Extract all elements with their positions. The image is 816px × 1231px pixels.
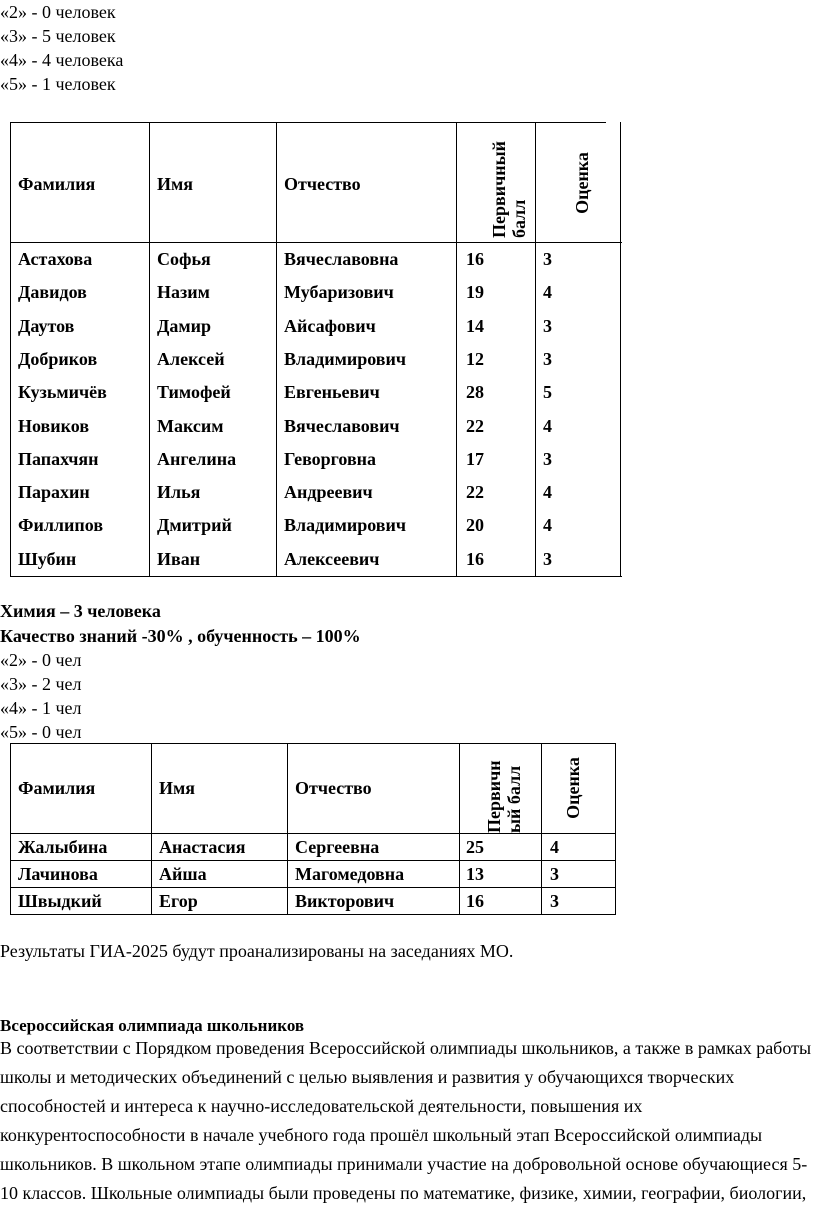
cell-grade: 3 (543, 348, 552, 369)
results-table-1 (10, 122, 622, 576)
cell-name: Илья (157, 482, 201, 503)
cell-patronymic: Мубаризович (284, 282, 394, 303)
cell-patronymic: Магомедовна (295, 864, 405, 884)
cell-surname: Шубин (18, 548, 77, 569)
cell-grade: 3 (543, 448, 552, 469)
cell-name: Софья (157, 249, 211, 269)
cell-name: Егор (159, 891, 198, 911)
cell-grade: 4 (543, 282, 552, 303)
cell-patronymic: Викторович (295, 891, 395, 911)
cell-grade: 3 (543, 315, 552, 336)
header-primary-score: Первичный балл (489, 140, 529, 238)
cell-patronymic: Алексеевич (284, 548, 380, 569)
table-row (10, 834, 616, 861)
cell-name: Максим (157, 415, 224, 436)
grade-count-4: «4» - 4 человека (0, 50, 124, 70)
cell-surname: Давидов (18, 282, 87, 303)
cell-grade: 5 (543, 382, 552, 403)
cell-name: Иван (157, 548, 201, 569)
cell-patronymic: Вячеславович (284, 415, 400, 436)
chem-count-2: «2» - 0 чел (0, 650, 82, 670)
header-grade: Оценка (572, 152, 592, 214)
grade-count-2: «2» - 0 человек (0, 2, 116, 22)
cell-patronymic: Владимирович (284, 515, 407, 536)
cell-primary-score: 16 (466, 249, 484, 269)
header-patronymic: Отчество (295, 778, 372, 798)
olympiad-heading: Всероссийская олимпиада школьников (0, 1016, 305, 1035)
header-patronymic: Отчество (284, 174, 361, 194)
cell-primary-score: 28 (466, 382, 484, 403)
table-row (10, 376, 622, 409)
cell-surname: Добриков (18, 348, 98, 369)
cell-patronymic: Евгеньевич (284, 382, 380, 403)
cell-grade: 3 (550, 864, 559, 884)
chem-count-3: «3» - 2 чел (0, 674, 82, 694)
table-row (10, 543, 622, 576)
cell-grade: 3 (550, 891, 559, 911)
cell-grade: 3 (543, 249, 552, 269)
cell-name: Алексей (157, 348, 225, 369)
header-name: Имя (157, 174, 193, 194)
table-row (10, 443, 622, 476)
table-row (10, 861, 616, 888)
cell-patronymic: Вячеславовна (284, 249, 399, 269)
cell-surname: Лачинова (18, 864, 98, 884)
chem-count-5: «5» - 0 чел (0, 722, 82, 742)
grade-count-3: «3» - 5 человек (0, 26, 116, 46)
cell-grade: 3 (543, 548, 552, 569)
table-row (10, 276, 622, 309)
header-surname: Фамилия (18, 174, 96, 194)
table-row (10, 343, 622, 376)
header-surname: Фамилия (18, 778, 96, 798)
chemistry-title: Химия – 3 человека (0, 601, 161, 621)
header-grade: Оценка (563, 757, 583, 819)
cell-primary-score: 13 (466, 864, 484, 884)
cell-surname: Новиков (18, 415, 90, 436)
table-row (10, 410, 622, 443)
cell-primary-score: 16 (466, 548, 484, 569)
cell-name: Дамир (157, 315, 212, 336)
cell-primary-score: 16 (466, 891, 484, 911)
cell-surname: Швыдкий (18, 891, 102, 911)
table-row (10, 888, 616, 915)
cell-surname: Даутов (18, 315, 75, 336)
cell-patronymic: Геворговна (284, 448, 377, 469)
cell-name: Назим (157, 282, 210, 303)
cell-primary-score: 12 (466, 348, 484, 369)
header-name: Имя (159, 778, 195, 798)
cell-patronymic: Айсафович (284, 315, 376, 336)
cell-primary-score: 17 (466, 448, 484, 469)
cell-surname: Филлипов (18, 515, 104, 536)
gia-note: Результаты ГИА-2025 будут проанализированы на заседаниях МО. (0, 941, 514, 961)
table-row (10, 310, 622, 343)
cell-surname: Жалыбина (18, 837, 108, 857)
table-row (10, 476, 622, 509)
results-table-2 (10, 743, 616, 915)
table-row (10, 243, 622, 276)
cell-name: Дмитрий (157, 515, 232, 536)
cell-patronymic: Владимирович (284, 348, 407, 369)
cell-primary-score: 22 (466, 415, 484, 436)
table-row (10, 509, 622, 542)
cell-patronymic: Андреевич (284, 482, 373, 503)
cell-name: Айша (159, 864, 207, 884)
grade-count-5: «5» - 1 человек (0, 74, 116, 94)
cell-primary-score: 19 (466, 282, 484, 303)
olympiad-text: В соответствии с Порядком проведения Всероссийской олимпиады школьников, а также в рамках работы школы и методических объединений с целью выявления и развития у обучающихся творческих способностей и интереса к научно-исследовательской деятельности, повышения их конкурентоспособности в начале учебного года прошёл школьный этап Всероссийской олимпиады школьников. В школьном этапе олимпиады принимали участие на добровольной основе обучающиеся 5-10 классов. Школьные олимпиады были проведены по математике, физике, химии, географии, биологии, (0, 1038, 812, 1203)
cell-name: Анастасия (159, 837, 246, 857)
cell-grade: 4 (550, 837, 559, 857)
chem-count-4: «4» - 1 чел (0, 698, 82, 718)
header-primary-score: Первичн ый балл (484, 760, 524, 833)
cell-primary-score: 25 (466, 837, 484, 857)
cell-patronymic: Сергеевна (295, 837, 380, 857)
cell-grade: 4 (543, 515, 552, 536)
cell-name: Ангелина (157, 448, 237, 469)
cell-primary-score: 22 (466, 482, 484, 503)
cell-name: Тимофей (157, 382, 231, 403)
cell-grade: 4 (543, 415, 552, 436)
cell-primary-score: 14 (466, 315, 484, 336)
chemistry-quality: Качество знаний -30% , обученность – 100% (0, 626, 361, 646)
cell-primary-score: 20 (466, 515, 484, 536)
cell-surname: Папахчян (18, 448, 99, 469)
cell-surname: Астахова (18, 249, 93, 269)
cell-surname: Парахин (18, 482, 90, 503)
cell-surname: Кузьмичёв (18, 382, 107, 403)
cell-grade: 4 (543, 482, 552, 503)
